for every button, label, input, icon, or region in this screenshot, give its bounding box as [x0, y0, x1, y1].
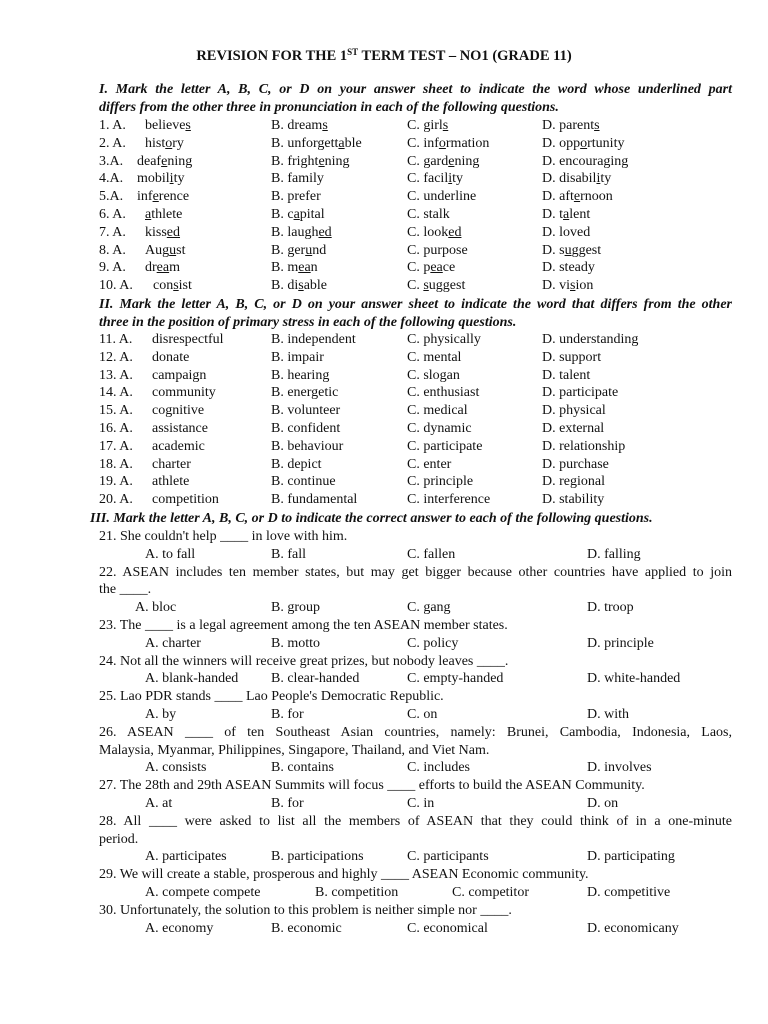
option-text: ning	[324, 153, 350, 169]
underlined-part: s	[594, 118, 600, 133]
option-text: ion	[575, 278, 594, 294]
answer-option: community	[152, 385, 216, 401]
answer-option	[407, 277, 465, 295]
question-number: 16. A.	[99, 421, 133, 436]
question-number: 5.A.	[99, 189, 124, 205]
option-text: B. c	[271, 207, 294, 222]
option-text: ning	[454, 153, 480, 169]
answer-option	[145, 117, 191, 135]
question-row	[0, 117, 768, 135]
question-number: 13. A.	[99, 367, 133, 383]
question-line: 29. We will create a stable, prosperous and highly ____ ASEAN Economic community.	[99, 867, 589, 883]
option-text: B. di	[271, 278, 299, 294]
option-text: C. facil	[407, 171, 449, 187]
question-row	[0, 438, 768, 456]
question-text	[99, 813, 732, 849]
option-text: ning	[167, 153, 193, 169]
question-number: 14. A.	[99, 385, 133, 401]
answer-option: C. medical	[407, 403, 468, 419]
option-text: con	[153, 278, 174, 294]
underlined-part: e	[448, 153, 455, 169]
answer-option: D. participating	[587, 849, 675, 865]
answer-option	[137, 170, 184, 188]
option-text: uggest	[428, 278, 466, 294]
answer-option: B. for	[271, 796, 304, 811]
answer-option: B. hearing	[271, 367, 330, 383]
option-text: rence	[158, 189, 190, 205]
answer-option: A. bloc	[135, 600, 177, 616]
question-text	[99, 866, 732, 884]
underlined-part: u	[169, 242, 177, 258]
question-line: 27. The 28th and 29th ASEAN Summits will focus ____ efforts to build the ASEAN Community.	[99, 778, 645, 794]
page-title	[0, 47, 768, 65]
answer-option: C. physically	[407, 332, 481, 347]
question-line: 21. She couldn't help ____ in love with him.	[99, 529, 348, 544]
question-line: 24. Not all the winners will receive great prizes, but nobody leaves ____.	[99, 653, 509, 669]
title-text-end: TERM TEST – NO1 (GRADE 11)	[358, 48, 572, 64]
answer-option: A. blank-handed	[145, 671, 239, 687]
option-text: nd	[312, 242, 327, 258]
option-text: B. family	[271, 171, 324, 187]
question-text	[99, 653, 732, 671]
question-number: 6. A.	[99, 207, 126, 222]
question-text	[99, 617, 732, 635]
answer-option: D. talent	[542, 367, 591, 383]
options-row	[0, 848, 768, 866]
option-text: ce	[442, 260, 456, 276]
answer-option: C. interference	[407, 492, 491, 508]
underlined-part: e	[318, 153, 325, 169]
underlined-part: s	[173, 278, 179, 294]
answer-option	[407, 242, 468, 260]
answer-option	[271, 135, 362, 153]
question-number: 3.A.	[99, 153, 124, 169]
options-row	[0, 759, 768, 777]
answer-option	[542, 277, 593, 295]
question-row	[0, 402, 768, 420]
answer-option: C. in	[407, 796, 435, 811]
question-text	[99, 777, 732, 795]
answer-option: D. on	[587, 796, 619, 811]
question-number: 11. A.	[99, 332, 133, 347]
option-text: C. p	[407, 260, 431, 276]
answer-option: B. volunteer	[271, 403, 341, 419]
answer-option: athlete	[152, 474, 190, 490]
answer-option: B. fall	[271, 546, 306, 562]
question-row	[0, 456, 768, 474]
underlined-part: s	[185, 118, 191, 133]
answer-option	[542, 259, 595, 277]
answer-option	[542, 188, 613, 206]
option-text: ty	[452, 171, 463, 187]
answer-option: C. dynamic	[407, 421, 472, 436]
option-text: ty	[173, 171, 185, 187]
answer-option: D. understanding	[542, 332, 639, 347]
question-line: 30. Unfortunately, the solution to this problem is neither simple nor ____.	[99, 902, 512, 918]
underlined-part: u	[564, 242, 572, 258]
option-text: D. disabil	[542, 171, 597, 187]
answer-option	[542, 135, 624, 153]
answer-option: B. competition	[315, 885, 399, 900]
option-text: C.	[407, 278, 424, 294]
options-row	[0, 884, 768, 902]
underlined-part: e	[152, 189, 159, 205]
question-number: 7. A.	[99, 224, 126, 240]
answer-option	[271, 170, 324, 188]
option-text: B. ger	[271, 242, 306, 258]
title-superscript: ST	[347, 47, 359, 57]
question-row	[0, 206, 768, 224]
answer-option: B. confident	[271, 421, 341, 436]
answer-option: B. motto	[271, 635, 321, 651]
answer-option	[407, 259, 455, 277]
answer-option: B. depict	[271, 456, 322, 472]
answer-option: D. support	[542, 349, 602, 365]
underlined-part: a	[293, 207, 300, 222]
answer-option: C. includes	[407, 760, 470, 776]
option-text: m	[169, 260, 180, 276]
option-text: C. stalk	[407, 207, 450, 222]
answer-option	[137, 188, 189, 206]
option-text: D. aft	[542, 189, 574, 205]
answer-option	[407, 188, 476, 206]
question-line: 25. Lao PDR stands ____ Lao People's Democratic Republic.	[99, 689, 444, 705]
option-text: inf	[137, 189, 153, 205]
answer-option: B. continue	[271, 474, 336, 490]
question-number: 15. A.	[99, 403, 133, 419]
underlined-part: u	[305, 242, 313, 258]
option-text: C. look	[407, 224, 449, 240]
question-row	[0, 384, 768, 402]
question-number: 10. A.	[99, 278, 133, 294]
question-number: 1. A.	[99, 118, 126, 133]
option-text: B. dream	[271, 118, 323, 133]
answer-option: C. competitor	[452, 885, 529, 900]
underlined-part: ed	[448, 224, 462, 240]
option-text: pital	[299, 207, 325, 222]
section-heading-line: three in the position of primary stress in each of the following questions.	[99, 314, 517, 330]
option-text: ble	[344, 135, 362, 151]
option-text: D. t	[542, 207, 563, 222]
section-heading-line: II. Mark the letter A, B, C, or D on your answer sheet to indicate the word that differs from the other	[99, 297, 732, 312]
question-text	[99, 688, 732, 706]
answer-option	[271, 188, 321, 206]
answer-option: B. behaviour	[271, 438, 344, 454]
question-row	[0, 473, 768, 491]
option-text: B. m	[271, 260, 299, 276]
option-text: D. parent	[542, 118, 595, 133]
option-text: D. loved	[542, 224, 591, 240]
answer-option	[407, 153, 479, 171]
answer-option	[542, 224, 590, 242]
answer-option: B. independent	[271, 332, 356, 347]
underlined-part: ea	[430, 260, 443, 276]
question-number: 4.A.	[99, 171, 124, 187]
option-text: hist	[145, 135, 166, 151]
underlined-part: i	[596, 171, 601, 187]
answer-option: A. by	[145, 707, 177, 722]
question-line: 26. ASEAN ____ of ten Southeast Asian countries, namely: Brunei, Cambodia, Indonesia, Laos,	[99, 724, 732, 740]
answer-option: C. economical	[407, 920, 488, 936]
underlined-part: s	[570, 278, 576, 294]
option-text: able	[303, 278, 328, 294]
answer-option: C. policy	[407, 635, 459, 651]
answer-option: A. participates	[145, 849, 227, 865]
answer-option: D. troop	[587, 600, 634, 616]
underlined-part: s	[322, 118, 328, 133]
question-number: 12. A.	[99, 349, 133, 365]
answer-option	[407, 135, 489, 153]
question-line: the ____.	[99, 582, 152, 598]
option-text: D. opp	[542, 135, 581, 151]
option-text: ggest	[571, 242, 602, 258]
option-text: B. unforgett	[271, 135, 339, 151]
question-row	[0, 420, 768, 438]
underlined-part: o	[165, 135, 173, 151]
answer-option: academic	[152, 438, 205, 454]
answer-option: C. mental	[407, 349, 462, 365]
answer-option	[145, 224, 180, 242]
answer-option: A. compete compete	[145, 885, 261, 900]
question-row	[0, 135, 768, 153]
underlined-part: e	[573, 189, 581, 205]
answer-option: D. stability	[542, 492, 605, 508]
option-text: D. s	[542, 242, 565, 258]
option-text: B. fright	[271, 153, 319, 169]
question-number: 18. A.	[99, 456, 133, 472]
answer-option	[145, 206, 182, 224]
option-text: C. girl	[407, 118, 443, 133]
underlined-part: ed	[318, 224, 332, 240]
answer-option: cognitive	[152, 403, 205, 419]
question-row	[0, 367, 768, 385]
option-text: B. prefer	[271, 189, 321, 205]
answer-option	[271, 242, 326, 260]
section-heading-line: III. Mark the letter A, B, C, or D to indicate the correct answer to each of the following questions.	[90, 511, 653, 526]
answer-option	[271, 153, 350, 171]
option-text: lent	[569, 207, 591, 222]
option-text: deaf	[137, 153, 162, 169]
answer-option: campaign	[152, 367, 207, 383]
title-text: REVISION FOR THE 1	[196, 48, 348, 64]
answer-option	[542, 153, 628, 171]
question-row	[0, 242, 768, 260]
answer-option: D. relationship	[542, 438, 626, 454]
answer-option	[407, 224, 461, 242]
answer-option: B. economic	[271, 920, 342, 936]
underlined-part: s	[442, 118, 449, 133]
question-line: Malaysia, Myanmar, Philippines, Singapore, Thailand, and Viet Nam.	[99, 742, 490, 758]
answer-option: C. empty-handed	[407, 671, 504, 687]
answer-option: C. gang	[407, 600, 451, 616]
answer-option: D. regional	[542, 474, 605, 490]
answer-option: B. contains	[271, 760, 334, 776]
answer-option	[145, 259, 180, 277]
option-text: mobil	[137, 171, 170, 187]
answer-option: D. participate	[542, 385, 619, 401]
option-text: D. steady	[542, 260, 595, 276]
answer-option: D. physical	[542, 403, 606, 419]
underlined-part: s	[298, 278, 304, 294]
options-row	[0, 599, 768, 617]
answer-option: A. consists	[145, 760, 207, 776]
answer-option: C. on	[407, 707, 438, 722]
option-text: D. encouraging	[542, 153, 629, 169]
answer-option: C. participants	[407, 849, 489, 865]
answer-option	[542, 170, 611, 188]
question-line: 22. ASEAN includes ten member states, but may get bigger because other countries have applied to join	[99, 564, 732, 580]
option-text: ist	[178, 278, 192, 294]
answer-option: D. principle	[587, 635, 654, 651]
underlined-part: o	[438, 135, 446, 151]
answer-option: competition	[152, 492, 219, 508]
option-text: D. vi	[542, 278, 570, 294]
option-text: st	[176, 242, 186, 258]
underlined-part: s	[423, 278, 429, 294]
option-text: dr	[145, 260, 157, 276]
answer-option: B. fundamental	[271, 492, 358, 508]
answer-option: donate	[152, 349, 190, 365]
answer-option	[271, 117, 328, 135]
option-text: n	[310, 260, 318, 276]
question-row	[0, 259, 768, 277]
answer-option: charter	[152, 456, 191, 472]
answer-option: C. principle	[407, 474, 474, 490]
option-text: C. purpose	[407, 242, 468, 258]
option-text: C. inf	[407, 135, 439, 151]
option-text: rnoon	[580, 189, 613, 205]
answer-option: C. enter	[407, 456, 452, 472]
answer-option	[145, 242, 185, 260]
answer-option	[153, 277, 192, 295]
option-text: kiss	[145, 224, 167, 240]
underlined-part: o	[580, 135, 588, 151]
answer-option	[145, 135, 184, 153]
option-text: rmation	[445, 135, 490, 151]
option-text: rtunity	[587, 135, 625, 151]
options-row	[0, 635, 768, 653]
question-row	[0, 153, 768, 171]
answer-option: disrespectful	[152, 332, 224, 347]
answer-option	[542, 206, 590, 224]
answer-option: C. slogan	[407, 367, 460, 383]
answer-option	[407, 117, 448, 135]
options-row	[0, 670, 768, 688]
question-row	[0, 170, 768, 188]
answer-option: C. fallen	[407, 546, 456, 562]
answer-option: A. charter	[145, 635, 201, 651]
question-row	[0, 331, 768, 349]
underlined-part: ea	[156, 260, 170, 276]
answer-option	[137, 153, 192, 171]
section-heading-line: I. Mark the letter A, B, C, or D on your answer sheet to indicate the word whose underlined part	[99, 82, 732, 97]
options-row	[0, 706, 768, 724]
underlined-part: e	[161, 153, 168, 169]
answer-option	[407, 206, 450, 224]
answer-option: D. competitive	[587, 885, 671, 900]
answer-option	[542, 117, 600, 135]
question-text	[99, 902, 732, 920]
underlined-part: ed	[166, 224, 181, 240]
underlined-part: i	[169, 171, 174, 187]
answer-option: C. enthusiast	[407, 385, 480, 401]
answer-option	[542, 242, 601, 260]
question-row	[0, 188, 768, 206]
answer-option: B. group	[271, 600, 320, 616]
options-row	[0, 795, 768, 813]
underlined-part: a	[563, 207, 570, 222]
underlined-part: ea	[298, 260, 311, 276]
question-number: 9. A.	[99, 260, 126, 276]
answer-option	[271, 277, 327, 295]
answer-option: D. economicany	[587, 920, 679, 936]
answer-option: D. with	[587, 707, 629, 722]
option-text: C. underline	[407, 189, 477, 205]
option-text: ry	[172, 135, 184, 151]
answer-option: A. to fall	[145, 546, 196, 562]
answer-option	[271, 259, 318, 277]
answer-option: C. participate	[407, 438, 483, 454]
question-number: 2. A.	[99, 135, 126, 151]
answer-option: B. impair	[271, 349, 324, 365]
underlined-part: i	[448, 171, 453, 187]
options-row	[0, 546, 768, 564]
option-text: B. laugh	[271, 224, 319, 240]
question-row	[0, 277, 768, 295]
question-number: 20. A.	[99, 492, 133, 508]
question-line: period.	[99, 831, 139, 847]
question-row	[0, 491, 768, 509]
answer-option: D. external	[542, 421, 605, 436]
answer-option	[271, 224, 332, 242]
answer-option: B. for	[271, 707, 304, 722]
question-text	[99, 564, 732, 600]
option-text: ty	[600, 171, 612, 187]
options-row	[0, 920, 768, 938]
answer-option: B. participations	[271, 849, 364, 865]
option-text: believe	[145, 118, 186, 133]
option-text: C. gard	[407, 153, 449, 169]
underlined-part: a	[145, 207, 152, 222]
question-line: 28. All ____ were asked to list all the members of ASEAN that they could think of in a one-minute	[99, 813, 732, 829]
question-number: 8. A.	[99, 242, 126, 258]
answer-option: D. involves	[587, 760, 652, 776]
question-number: 19. A.	[99, 474, 133, 490]
question-number: 17. A.	[99, 438, 133, 454]
section-heading-line: differs from the other three in pronunciation in each of the following questions.	[99, 99, 559, 115]
underlined-part: a	[338, 135, 345, 151]
answer-option: D. white-handed	[587, 671, 681, 687]
answer-option: assistance	[152, 421, 208, 436]
option-text: thlete	[151, 207, 183, 222]
answer-option: D. purchase	[542, 456, 609, 472]
question-row	[0, 349, 768, 367]
question-text	[99, 724, 732, 760]
question-text	[99, 528, 732, 546]
answer-option	[271, 206, 325, 224]
option-text: Aug	[145, 242, 170, 258]
answer-option: B. energetic	[271, 385, 339, 401]
answer-option: B. clear-handed	[271, 671, 360, 687]
question-line: 23. The ____ is a legal agreement among the ten ASEAN member states.	[99, 618, 508, 633]
answer-option: A. economy	[145, 920, 214, 936]
answer-option	[407, 170, 463, 188]
question-row	[0, 224, 768, 242]
answer-option: A. at	[145, 796, 173, 811]
answer-option: D. falling	[587, 546, 641, 562]
